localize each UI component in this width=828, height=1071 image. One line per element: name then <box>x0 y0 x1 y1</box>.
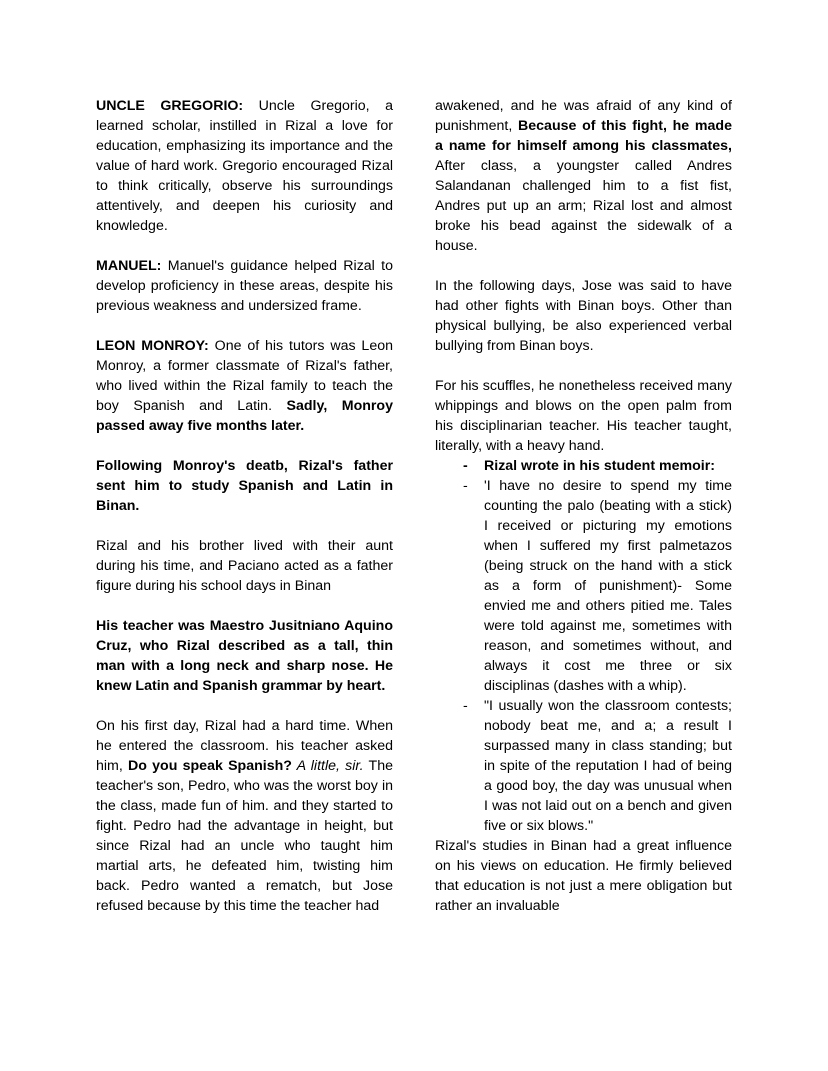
paragraph-following-days: In the following days, Jose was said to have had other fights with Binan boys. Other than physical bullying, be also experienced verbal bullying from Binan boys. <box>435 278 732 354</box>
left-column <box>96 96 393 936</box>
paragraph-text: Manuel's guidance helped Rizal to develop proficiency in these areas, despite his previous weakness and undersized frame. <box>96 258 393 314</box>
paragraph-text-tail: After class, a youngster called Andres Salandanan challenged him to a fist fist, Andres put up an arm; Rizal lost and almost broke his bead against the sidewalk of a house. <box>435 158 732 254</box>
paragraph-monroy-death: Following Monroy's deatb, Rizal's father sent him to study Spanish and Latin in Binan. <box>96 458 393 514</box>
list-item-text: "I usually won the classroom contests; nobody beat me, and a; a result I surpassed many in class standing; but in spite of the reputation I had of being a good boy, the day was unusual when I was not laid out on a bench and given five or six blows." <box>484 698 732 834</box>
paragraph-lead-label: MANUEL: <box>96 258 162 274</box>
bullet-dash-icon: - <box>463 458 468 474</box>
paragraph-text-tail: The teacher's son, Pedro, who was the worst boy in the class, made fun of him. and they started to fight. Pedro had the advantage in height, but since Rizal had an uncle who taught him martial arts, he defeated him, twisting him back. Pedro wanted a rematch, but Jose refused because by this time the teacher had <box>96 758 393 914</box>
paragraph-text: awakened, and he was afraid of any kind of punishment, <box>435 98 732 134</box>
bullet-dash-icon: - <box>463 698 468 714</box>
paragraph-emphasis-reply: A little, sir. <box>291 758 364 774</box>
right-column <box>435 96 732 936</box>
paragraph-emphasis-name: Because of this fight, he made a name for himself among his classmates, <box>435 118 732 154</box>
memoir-bullet-list <box>435 456 732 836</box>
paragraph-lead-label: UNCLE GREGORIO: <box>96 98 244 114</box>
paragraph-leon-monroy <box>96 336 393 436</box>
paragraph-text: Uncle Gregorio, a learned scholar, instilled in Rizal a love for education, emphasizing its importance and the value of hard work. Gregorio encouraged Rizal to think critically, observe his surroundings attentively, and deepen his curiosity and knowledge. <box>96 98 393 234</box>
paragraph-lead-label: LEON MONROY: <box>96 338 209 354</box>
paragraph-text: One of his tutors was Leon Monroy, a former classmate of Rizal's father, who lived within the Rizal family to teach the boy Spanish and Latin. <box>96 338 393 414</box>
list-item <box>435 456 732 476</box>
paragraph-text: On his first day, Rizal had a hard time. When he entered the classroom. his teacher asked him, <box>96 718 393 774</box>
paragraph-scuffles: For his scuffles, he nonetheless received many whippings and blows on the open palm from his disciplinarian teacher. His teacher taught, literally, with a heavy hand. <box>435 378 732 454</box>
paragraph-emphasis-tail: Sadly, Monroy passed away five months later. <box>96 398 393 434</box>
list-item-text: Rizal wrote in his student memoir: <box>484 458 715 474</box>
list-item-text: 'I have no desire to spend my time counting the palo (beating with a stick) I received or picturing my emotions when I suffered my first palmetazos (being struck on the hand with a stick as a form of punishment)- Some envied me and others pitied me. Tales were told against me, sometimes with reason, and sometimes without, and always it cost me three or six disciplinas (dashes with a whip). <box>484 478 732 694</box>
paragraph-binan-influence: Rizal's studies in Binan had a great influence on his views on education. He firmly believed that education is not just a mere obligation but rather an invaluable <box>435 838 732 914</box>
paragraph-uncle-gregorio <box>96 96 393 236</box>
paragraph-awakened-fight <box>435 96 732 256</box>
paragraph-first-day <box>96 716 393 916</box>
two-column-body <box>96 96 732 936</box>
list-item <box>435 476 732 696</box>
paragraph-maestro-cruz: His teacher was Maestro Jusitniano Aquino Cruz, who Rizal described as a tall, thin man with a long neck and sharp nose. He knew Latin and Spanish grammar by heart. <box>96 618 393 694</box>
list-item <box>435 696 732 836</box>
paragraph-manuel <box>96 256 393 316</box>
paragraph-emphasis-question: Do you speak Spanish? <box>128 758 292 774</box>
paragraph-aunt-paciano: Rizal and his brother lived with their aunt during his time, and Paciano acted as a father figure during his school days in Binan <box>96 538 393 594</box>
bullet-dash-icon: - <box>463 478 468 494</box>
